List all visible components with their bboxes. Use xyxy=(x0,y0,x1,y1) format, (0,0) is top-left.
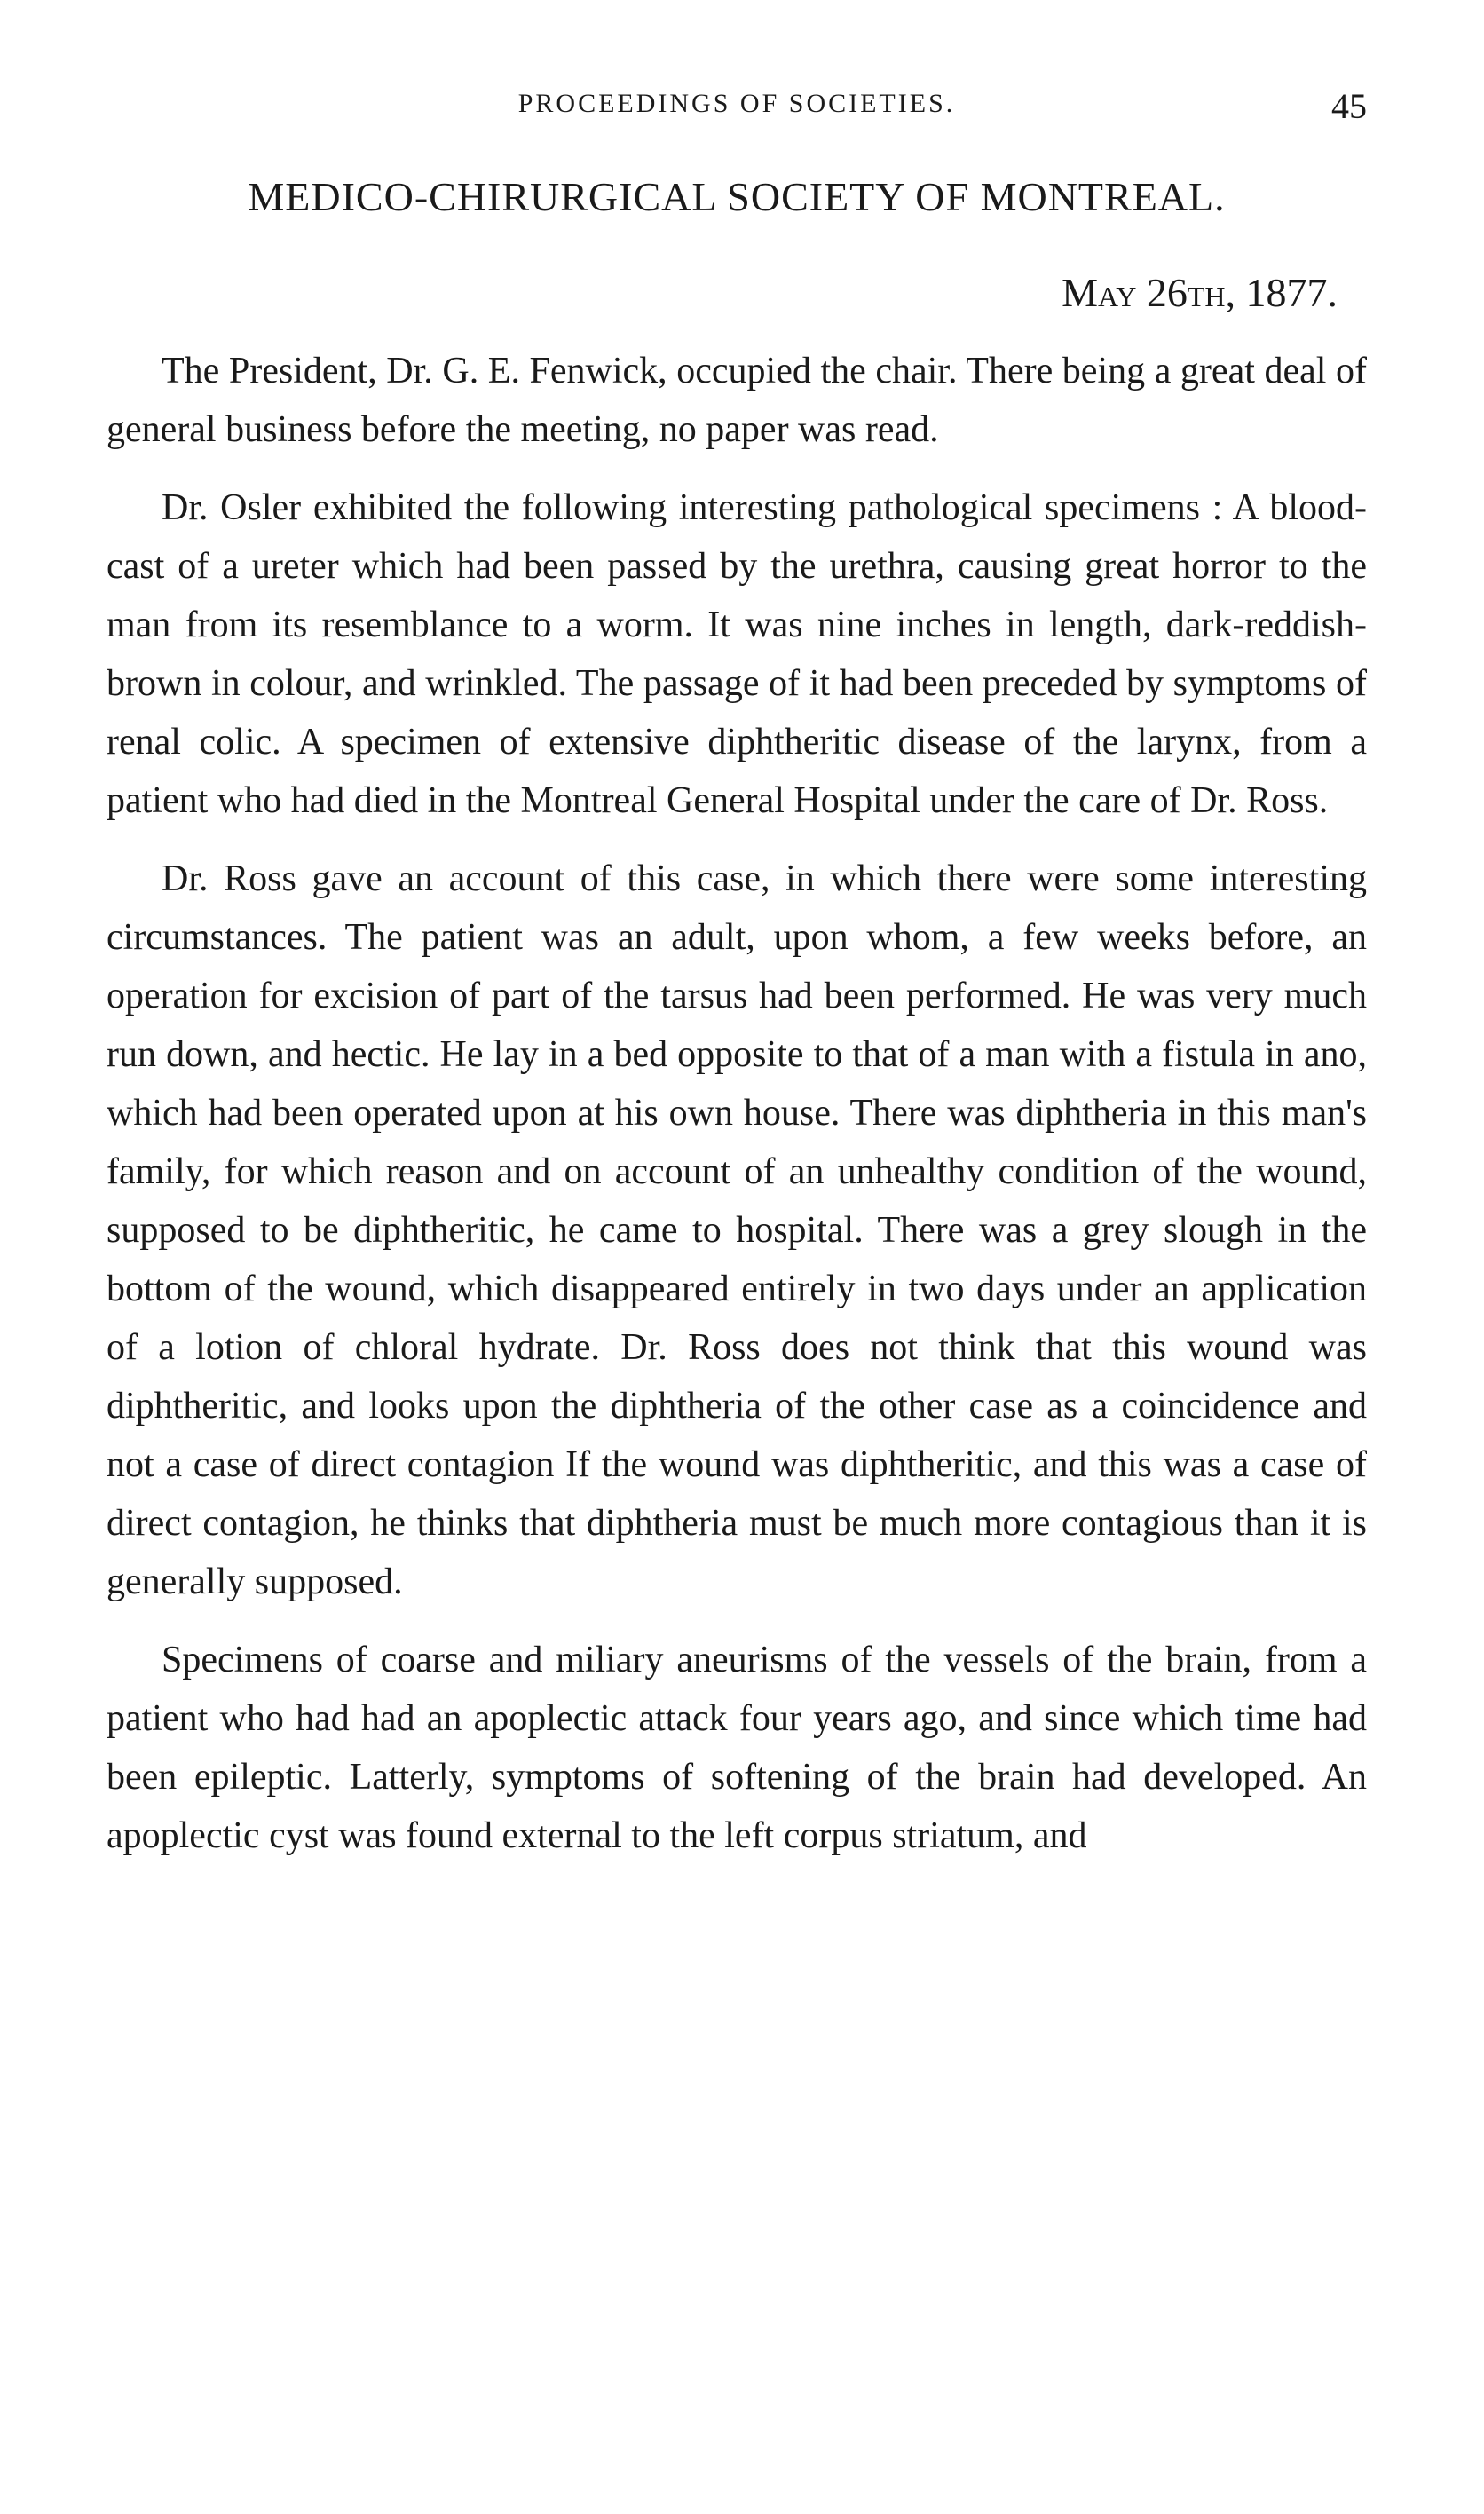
running-title: PROCEEDINGS OF SOCIETIES. xyxy=(517,89,956,118)
body-text xyxy=(107,342,1367,1885)
paragraph-ross-account: Dr. Ross gave an account of this case, in which there were some interesting circumstances. The patient was an adult, upon whom, a few weeks before, an operation for excision of part of the tarsus had been performed. He was very much run down, and hectic. He lay in a bed opposite to that of a man with a fistula in ano, which had been operated upon at his own house. There was diphtheria in this man's family, for which reason and on account of an unhealthy condition of the wound, supposed to be diphtheritic, he came to hospital. There was a grey slough in the bottom of the wound, which disappeared entirely in two days under an application of a lotion of chloral hydrate. Dr. Ross does not think that this wound was diphtheritic, and looks upon the diphtheria of the other case as a coincidence and not a case of direct contagion If the wound was diphtheritic, and this was a case of direct contagion, he thinks that diphtheria must be much more contagious than it is generally supposed. xyxy=(107,858,1367,1602)
section-title: MEDICO-CHIRURGICAL SOCIETY OF MONTREAL. xyxy=(248,174,1226,219)
paragraph-aneurism-specimens: Specimens of coarse and miliary aneurisms of the vessels of the brain, from a patient who had had an apoplectic attack four years ago, and since which time had been epileptic. Latterly, symptoms of softening of the brain had developed. An apoplectic cyst was found external to the left corpus striatum, and xyxy=(107,1640,1367,1856)
running-header xyxy=(107,86,1367,133)
paragraph-osler-specimens: Dr. Osler exhibited the following interesting pathological specimens : A blood-cast of a ureter which had been passed by the urethra, causing great horror to the man from its resemblance to a worm. It was nine inches in length, dark-reddish-brown in colour, and wrinkled. The passage of it had been preceded by symptoms of renal colic. A specimen of extensive diphtheritic disease of the larynx, from a patient who had died in the Montreal General Hospital under the care of Dr. Ross. xyxy=(107,487,1367,821)
paragraph-president: The President, Dr. G. E. Fenwick, occupied the chair. There being a great deal of general business before the meeting, no paper was read. xyxy=(107,351,1367,450)
page-number: 45 xyxy=(1331,86,1367,126)
meeting-date: May 26th, 1877. xyxy=(1062,270,1338,315)
